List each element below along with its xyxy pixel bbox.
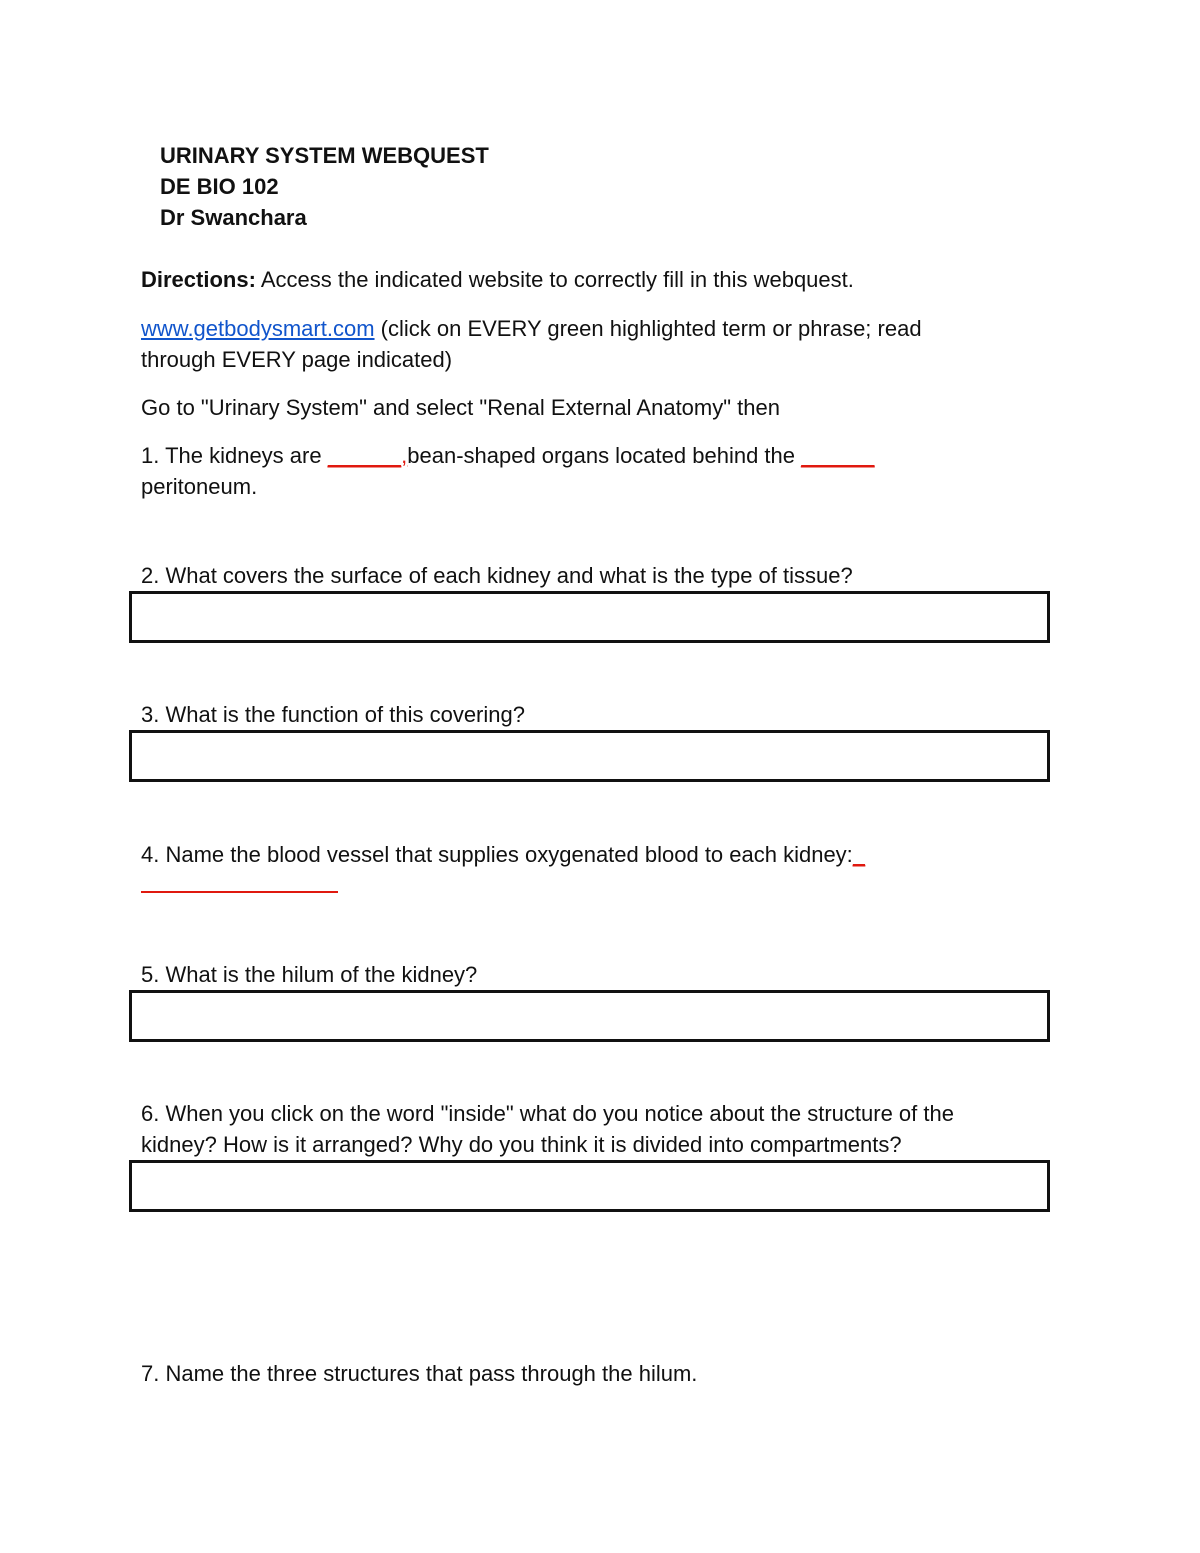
instruction-text: Go to "Urinary System" and select "Renal External Anatomy" then: [141, 395, 780, 420]
question-2: 2. What covers the surface of each kidney and what is the type of tissue?: [141, 563, 853, 588]
question-4-text: 4. Name the blood vessel that supplies oxygenated blood to each kidney:: [141, 842, 853, 867]
question-6-line1: 6. When you click on the word "inside" what do you notice about the structure of the: [141, 1101, 954, 1126]
question-4: [141, 839, 865, 870]
question-3: 3. What is the function of this covering?: [141, 702, 525, 727]
instructor-name: Dr Swanchara: [160, 205, 307, 230]
question-1-part1: 1. The kidneys are: [141, 443, 328, 468]
question-1: 1. The kidneys are ______,bean-shaped organs located behind the ______: [141, 443, 875, 468]
question-1-part2: bean-shaped organs located behind the: [407, 443, 802, 468]
question-1-blank-1[interactable]: ______: [327, 443, 402, 468]
directions-text: Access the indicated website to correctly fill in this webquest.: [255, 267, 854, 292]
question-7: 7. Name the three structures that pass through the hilum.: [141, 1361, 698, 1386]
directions-paragraph: [141, 264, 854, 295]
website-note-line1: (click on EVERY green highlighted term or phrase; read: [374, 316, 922, 341]
answer-box-6[interactable]: [129, 1160, 1050, 1212]
website-note-line2: through EVERY page indicated): [141, 347, 453, 372]
question-4-blank[interactable]: _: [852, 842, 866, 867]
question-1-blank-2[interactable]: ______: [801, 443, 875, 468]
website-link[interactable]: www.getbodysmart.com: [141, 316, 375, 341]
course-code: DE BIO 102: [160, 174, 279, 199]
directions-label: Directions:: [141, 267, 256, 292]
website-paragraph: [141, 313, 922, 344]
question-1-line2: peritoneum.: [141, 474, 258, 499]
document-title: URINARY SYSTEM WEBQUEST: [160, 143, 489, 168]
question-5: 5. What is the hilum of the kidney?: [141, 962, 478, 987]
answer-box-2[interactable]: [129, 591, 1050, 643]
question-6-line2: kidney? How is it arranged? Why do you think it is divided into compartments?: [141, 1132, 902, 1157]
answer-box-5[interactable]: [129, 990, 1050, 1042]
answer-box-3[interactable]: [129, 730, 1050, 782]
question-4-answer-line[interactable]: [141, 891, 338, 893]
